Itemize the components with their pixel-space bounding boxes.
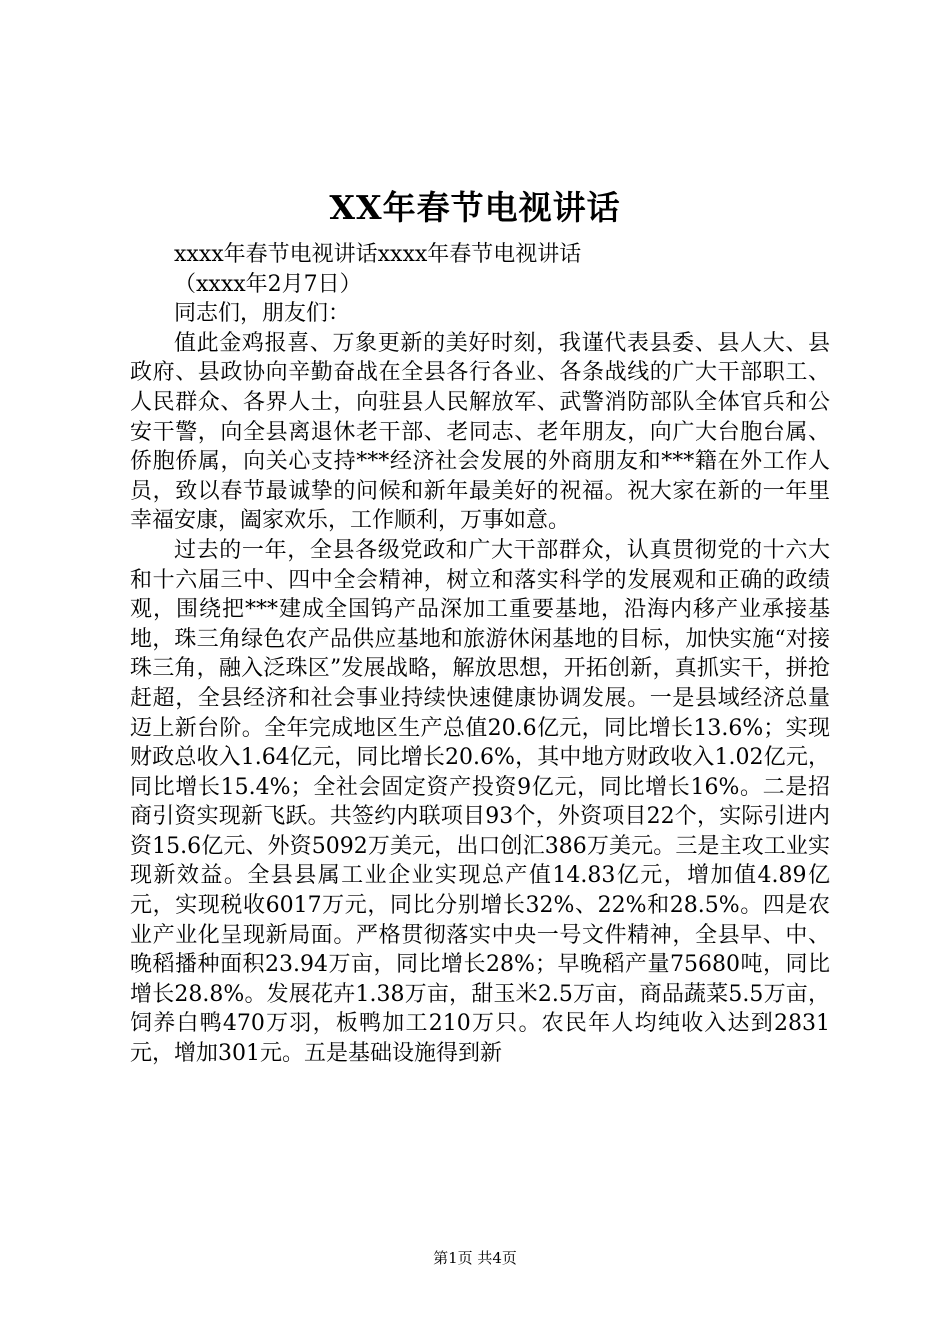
paragraph-greeting: 值此金鸡报喜、万象更新的美好时刻，我谨代表县委、县人大、县政府、县政协向辛勤奋战在全县各行各业、各条战线的广大干部职工、人民群众、各界人士，向驻县人民解放军、武警消防部队全体官兵和公安干警，向全县离退休老干部、老同志、老年朋友，向广大台胞台属、侨胞侨属，向关心支持***经济社会发展的外商朋友和***籍在外工作人员，致以春节最诚挚的问候和新年最美好的祝福。祝大家在新的一年里幸福安康，阖家欢乐，工作顺利，万事如意。 <box>130 330 830 534</box>
document-body <box>130 240 830 1069</box>
document-title: XX年春节电视讲话 <box>329 188 621 227</box>
heading-line: xxxx年春节电视讲话xxxx年春节电视讲话 <box>174 242 582 267</box>
page-number: 第1页 共4页 <box>433 1249 517 1267</box>
paragraph-review: 过去的一年，全县各级党政和广大干部群众，认真贯彻党的十六大和十六届三中、四中全会精神，树立和落实科学的发展观和正确的政绩观，围绕把***建成全国钨产品深加工重要基地，沿海内移产业承接基地，珠三角绿色农产品供应基地和旅游休闲基地的目标，加快实施“对接珠三角，融入泛珠区”发展战略，解放思想，开拓创新，真抓实干，拼抢赶超，全县经济和社会事业持续快速健康协调发展。一是县域经济总量迈上新台阶。全年完成地区生产总值20.6亿元，同比增长13.6%；实现财政总收入1.64亿元，同比增长20.6%，其中地方财政收入1.02亿元，同比增长15.4%；全社会固定资产投资9亿元，同比增长16%。二是招商引资实现新飞跃。共签约内联项目93个，外资项目22个，实际引进内资15.6亿元、外资5092万美元，出口创汇386万美元。三是主攻工业实现新效益。全县县属工业企业实现总产值14.83亿元，增加值4.89亿元，实现税收6017万元，同比分别增长32%、22%和28.5%。四是农业产业化呈现新局面。严格贯彻落实中央一号文件精神，全县早、中、晚稻播种面积23.94万亩，同比增长28%；早晚稻产量75680吨，同比增长28.8%。发展花卉1.38万亩，甜玉米2.5万亩，商品蔬菜5.5万亩，饲养白鸭470万羽，板鸭加工210万只。农民年人均纯收入达到2831元，增加301元。五是基础设施得到新 <box>130 537 830 1067</box>
date-line: （xxxx年2月7日） <box>174 271 362 297</box>
salutation: 同志们，朋友们： <box>174 301 351 327</box>
